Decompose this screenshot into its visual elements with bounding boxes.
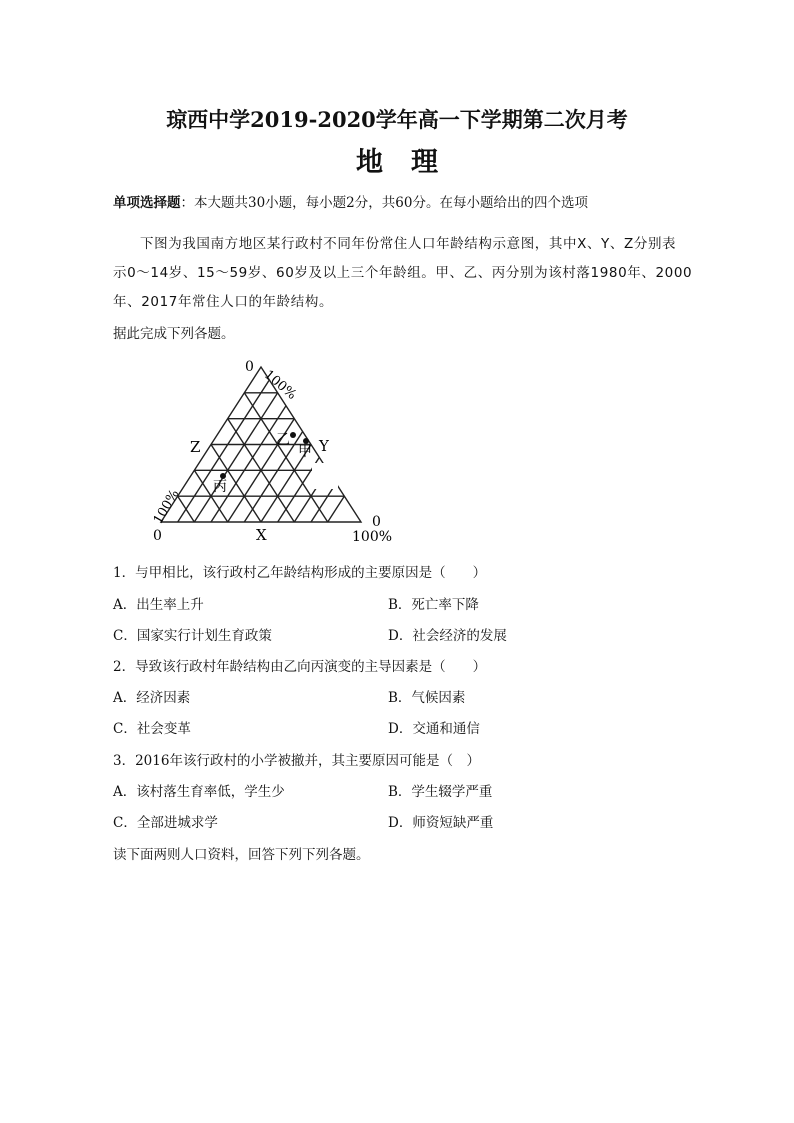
- question-1-stem: 1．与甲相比，该行政村乙年龄结构形成的主要原因是（ ）: [113, 565, 487, 581]
- bottom-percent-label: 100%: [352, 529, 393, 545]
- question-1-option-c: C．国家实行计划生育政策: [113, 628, 272, 644]
- material-line-3: 年、2017年常住人口的年龄结构。: [113, 294, 334, 310]
- question-1-option-d: D．社会经济的发展: [388, 628, 507, 644]
- question-1-option-b: B．死亡率下降: [388, 597, 479, 613]
- point-jia-label: 甲: [298, 444, 312, 460]
- question-2-option-d: D．交通和通信: [388, 721, 480, 737]
- point-yi-label: 乙: [276, 432, 290, 448]
- section-description: ：本大题共30小题，每小题2分，共60分。在每小题给出的四个选项: [180, 195, 588, 211]
- material-instruction: 据此完成下列各题。: [113, 326, 235, 342]
- question-3-option-a: A．该村落生育率低，学生少: [113, 784, 285, 800]
- erased-patch: [312, 463, 338, 489]
- point-bing-label: 丙: [213, 479, 227, 495]
- section-label: 单项选择题: [113, 195, 181, 211]
- question-2-stem: 2．导致该行政村年龄结构由乙向丙演变的主导因素是（ ）: [113, 659, 487, 675]
- question-3-option-d: D．师资短缺严重: [388, 815, 494, 831]
- axis-z-label: Z: [190, 438, 201, 456]
- question-2-option-a: A．经济因素: [113, 690, 191, 706]
- next-material-instruction: 读下面两则人口资料，回答下列下列各题。: [113, 847, 370, 863]
- section-heading: [113, 191, 588, 211]
- question-3-option-b: B．学生辍学严重: [388, 784, 493, 800]
- top-percent-label: 100%: [260, 367, 300, 403]
- axis-y-label: Y: [319, 437, 329, 455]
- material-line-1: 下图为我国南方地区某行政村不同年份常住人口年龄结构示意图，其中X、Y、Z分别表: [140, 236, 677, 252]
- left-percent-label: 100%: [150, 487, 183, 527]
- bottom-left-zero-label: 0: [153, 528, 162, 544]
- top-zero-label: 0: [245, 359, 254, 375]
- axis-x-label: X: [256, 526, 267, 544]
- question-2-option-b: B．气候因素: [388, 690, 466, 706]
- bottom-right-zero-label: 0: [372, 514, 381, 530]
- question-2-option-c: C．社会变革: [113, 721, 191, 737]
- age-structure-triangle-diagram: [140, 355, 400, 550]
- material-line-2: 示0～14岁、15～59岁、60岁及以上三个年龄组。甲、乙、丙分别为该村落1980年、2000: [113, 265, 693, 281]
- subject-title: 地理: [356, 147, 466, 178]
- question-3-option-c: C．全部进城求学: [113, 815, 218, 831]
- point-yi-dot: [290, 432, 296, 438]
- question-1-option-a: A．出生率上升: [113, 597, 204, 613]
- question-3-stem: 3．2016年该行政村的小学被撤并，其主要原因可能是（ ）: [113, 753, 480, 769]
- exam-title: 琼西中学2019-2020学年高一下学期第二次月考: [166, 107, 628, 132]
